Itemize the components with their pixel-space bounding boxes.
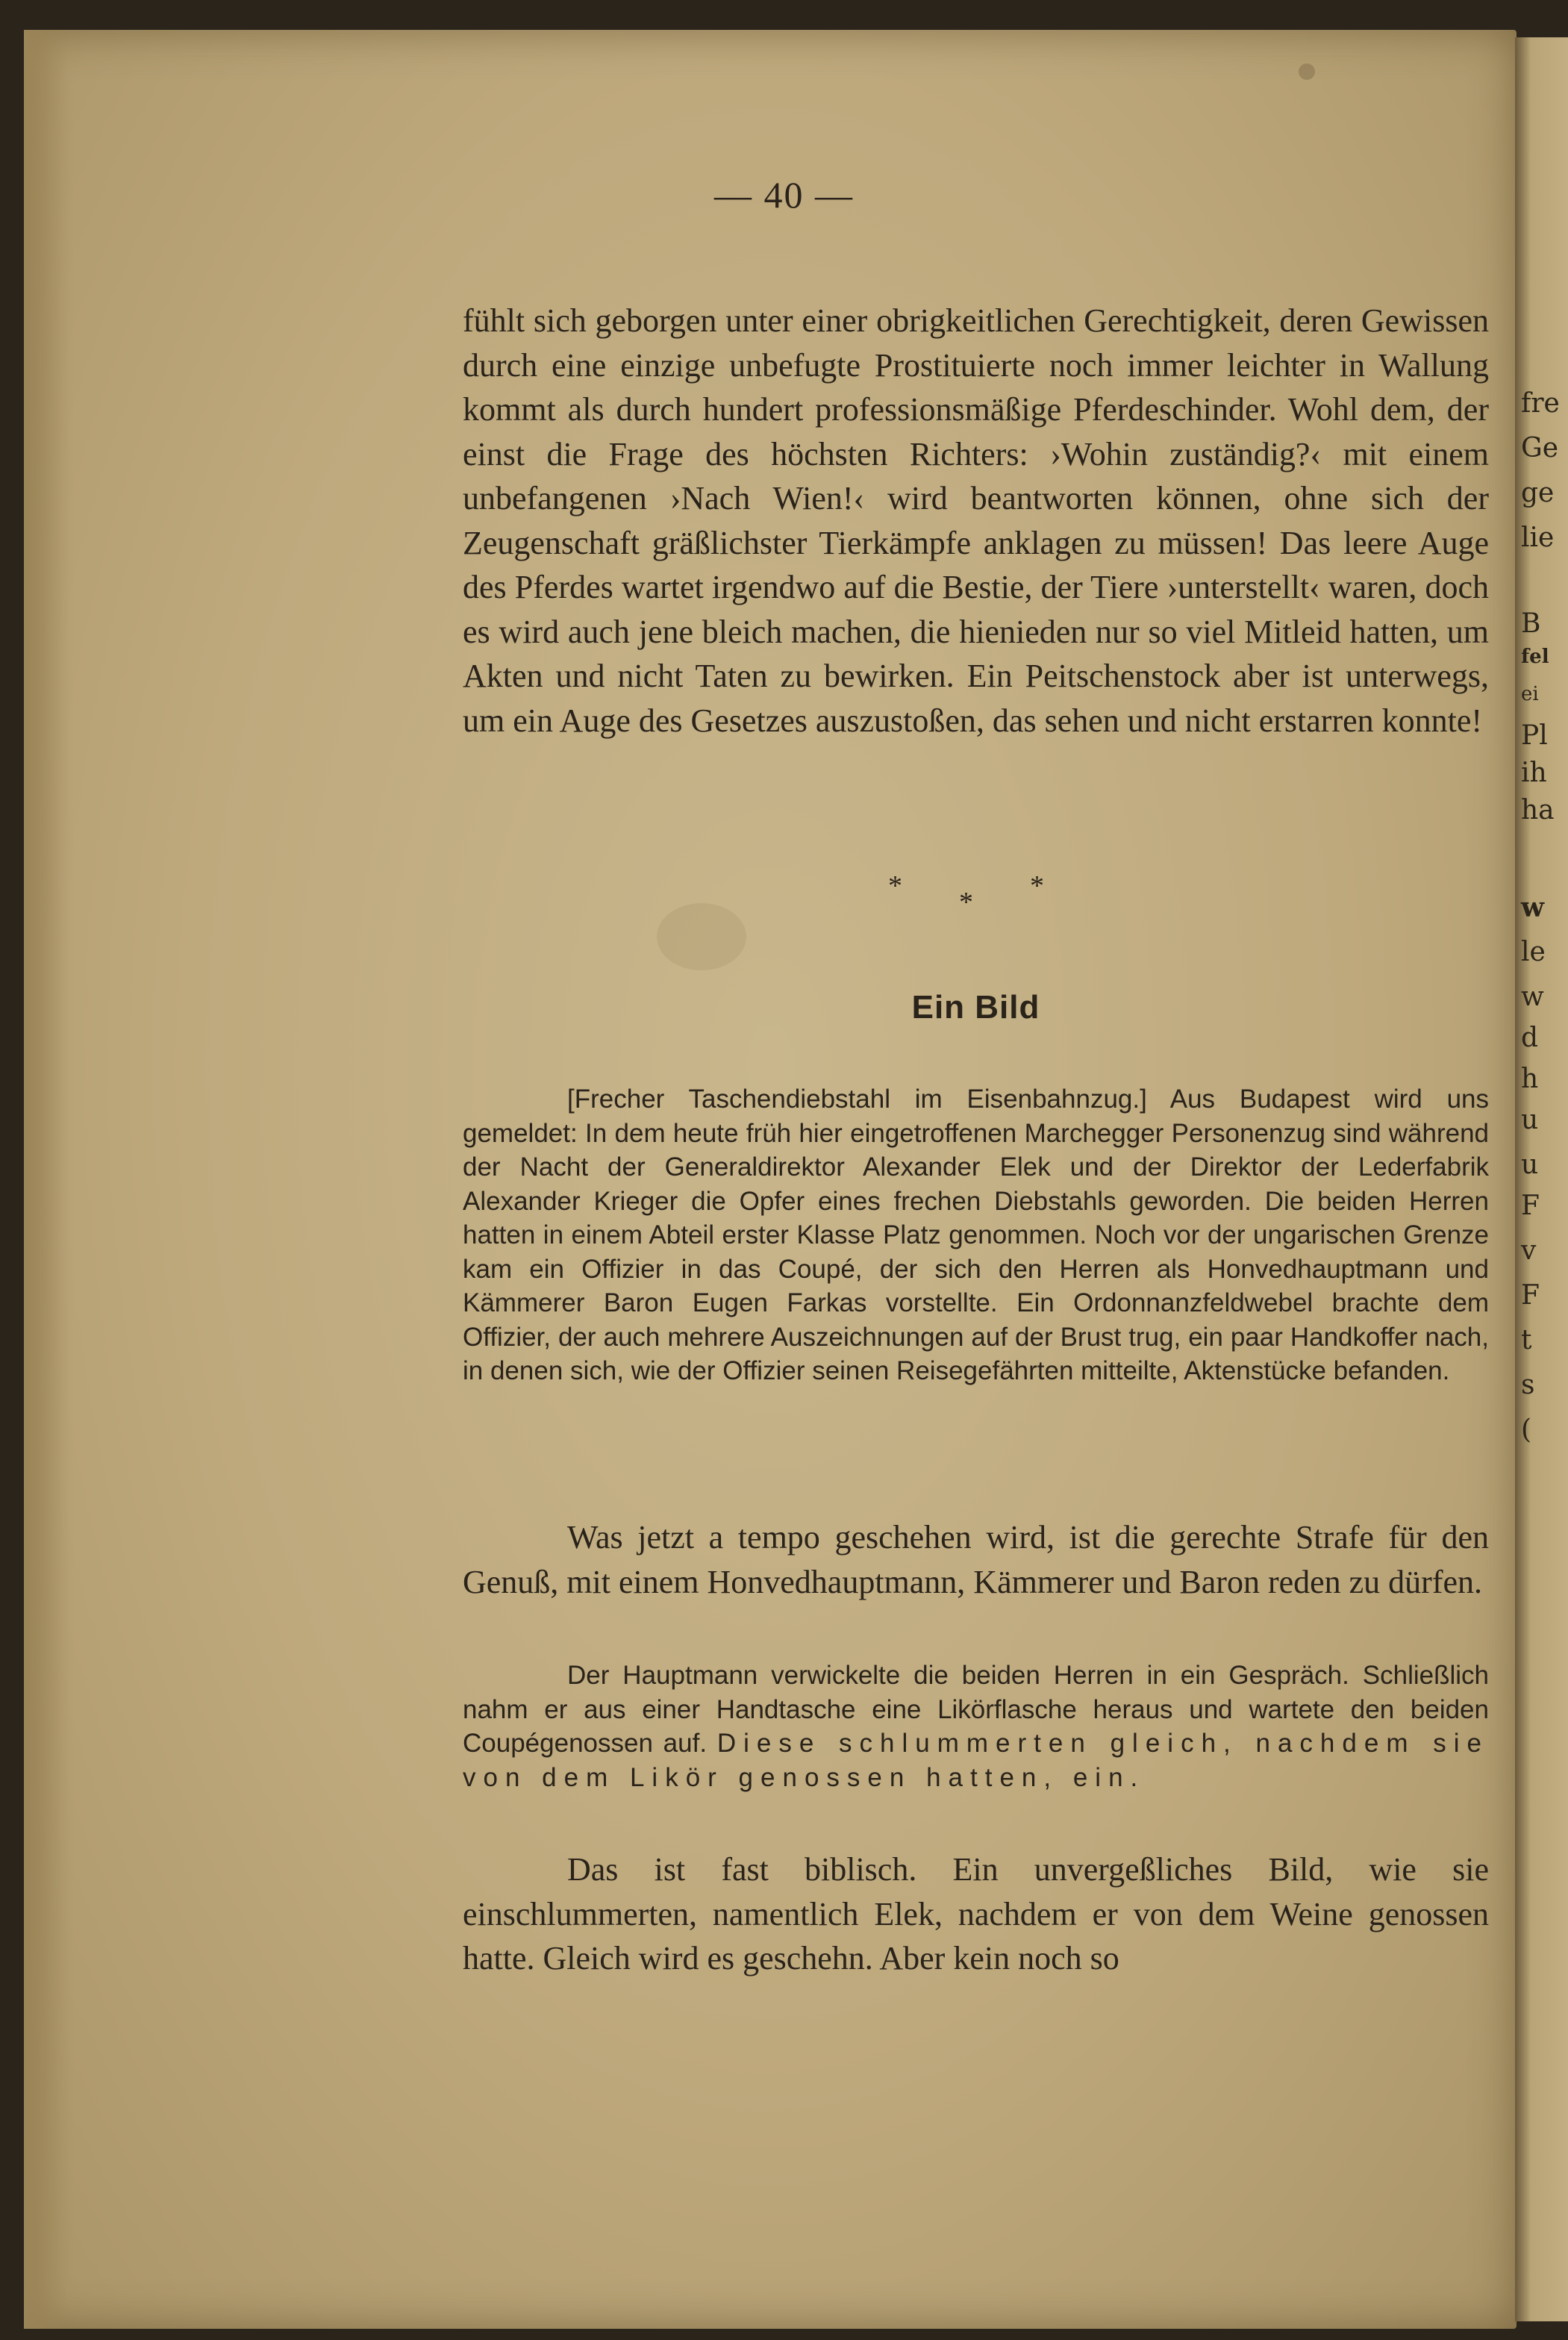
paper-stain <box>657 903 746 970</box>
adjacent-page-edge <box>1515 37 1568 2321</box>
adjacent-fragment: h <box>1521 1064 1539 1094</box>
adjacent-fragment: d <box>1521 1023 1539 1053</box>
adjacent-fragment: s <box>1521 1370 1535 1400</box>
paper-spot <box>1299 63 1315 80</box>
adjacent-fragment: Ge <box>1521 433 1559 464</box>
separator-asterisk: * <box>888 870 902 902</box>
adjacent-fragment: Pl <box>1521 720 1548 751</box>
adjacent-fragment: F <box>1521 1280 1540 1311</box>
adjacent-fragment: t <box>1521 1325 1532 1355</box>
section-separator <box>858 870 1067 922</box>
author-comment: Was jetzt a tempo geschehen wird, ist die gerechte Strafe für den Genuß, mit einem Honvedhauptmann, Kämmerer und Baron reden zu dürfen. <box>463 1519 1489 1600</box>
author-comment-continued: Das ist fast biblisch. Ein unvergeßliches Bild, wie sie einschlummerten, namentlich Elek, nachdem er von dem Weine genossen hatte. Gleich wird es geschehn. Aber kein noch so <box>463 1851 1489 1976</box>
page-binding-shadow <box>24 30 69 2329</box>
adjacent-fragment: u <box>1521 1105 1539 1135</box>
page-number: — 40 — <box>714 174 854 216</box>
adjacent-fragment: ge <box>1521 478 1555 508</box>
adjacent-fragment: le <box>1521 937 1546 967</box>
adjacent-fragment: lie <box>1521 522 1555 553</box>
emphasized-quote-text: Diese schlummerten gleich, nachdem sie von dem Likör genossen hatten, ein. <box>463 1729 1489 1792</box>
section-heading: Ein Bild <box>911 989 1040 1026</box>
paragraph-continuation: fühlt sich geborgen unter einer obrigkeitlichen Gerechtigkeit, deren Gewissen durch eine einzige unbefugte Prostituierte noch immer leichter in Wallung kommt als durch hundert professionsmäßige Pferdeschinder. Wohl dem, der einst die Frage des höchsten Richters: ›Wohin zuständig?‹ mit einem unbefangenen ›Nach Wien!‹ wird beantworten können, ohne sich der Zeugenschaft gräßlichster Tierkämpfe anklagen zu müssen! Das leere Auge des Pferdes wartet irgendwo auf die Bestie, der Tiere ›unterstellt‹ waren, doch es wird auch jene bleich machen, die hienieden nur so viel Mitleid hatten, um Akten und nicht Taten zu bewirken. Ein Peitschenstock aber ist unterwegs, um ein Auge des Gesetzes auszustoßen, das sehen und nicht erstarren konnte! <box>463 302 1489 739</box>
news-quote: [Frecher Taschendiebstahl im Eisenbahnzug.] Aus Budapest wird uns gemeldet: In dem heute früh hier eingetroffenen Marchegger Personenzug sind während der Nacht der Generaldirektor Alexander Elek und der Direktor der Lederfabrik Alexander Krieger die Opfer eines frechen Diebstahls geworden. Die beiden Herren hatten in einem Abteil erster Klasse Platz genommen. Noch vor der ungarischen Grenze kam ein Offizier in das Coupé, der sich den Herren als Honvedhauptmann und Kämmerer Baron Eugen Farkas vorstellte. Ein Ordonnanzfeldwebel brachte dem Offizier, der auch mehrere Auszeichnungen auf der Brust trug, ein paar Handkoffer nach, in denen sich, wie der Offizier seinen Reisegefährten mitteilte, Aktenstücke befanden. <box>463 1085 1489 1385</box>
adjacent-fragment: F <box>1521 1191 1540 1221</box>
adjacent-fragment: B <box>1521 608 1541 639</box>
adjacent-fragment: v <box>1521 1235 1537 1266</box>
adjacent-fragment: ih <box>1521 758 1547 788</box>
adjacent-fragment: fre <box>1521 388 1560 419</box>
news-quote-continued <box>463 1659 1489 1794</box>
adjacent-fragment: ( <box>1521 1414 1532 1445</box>
separator-asterisk: * <box>1030 870 1044 902</box>
adjacent-fragment: ha <box>1521 795 1555 826</box>
adjacent-fragment: ei <box>1521 683 1539 705</box>
adjacent-fragment: fel <box>1521 646 1549 668</box>
adjacent-fragment: w <box>1521 892 1544 923</box>
adjacent-fragment: u <box>1521 1149 1539 1180</box>
adjacent-fragment: w <box>1521 982 1544 1012</box>
quote-text: Der Hauptmann verwickelte die beiden Herren in ein Gespräch. Schließlich nahm er aus einer Handtasche eine Likörflasche heraus und wartete den beiden Coupégenossen auf. <box>463 1661 1489 1758</box>
separator-asterisk: * <box>959 887 973 918</box>
